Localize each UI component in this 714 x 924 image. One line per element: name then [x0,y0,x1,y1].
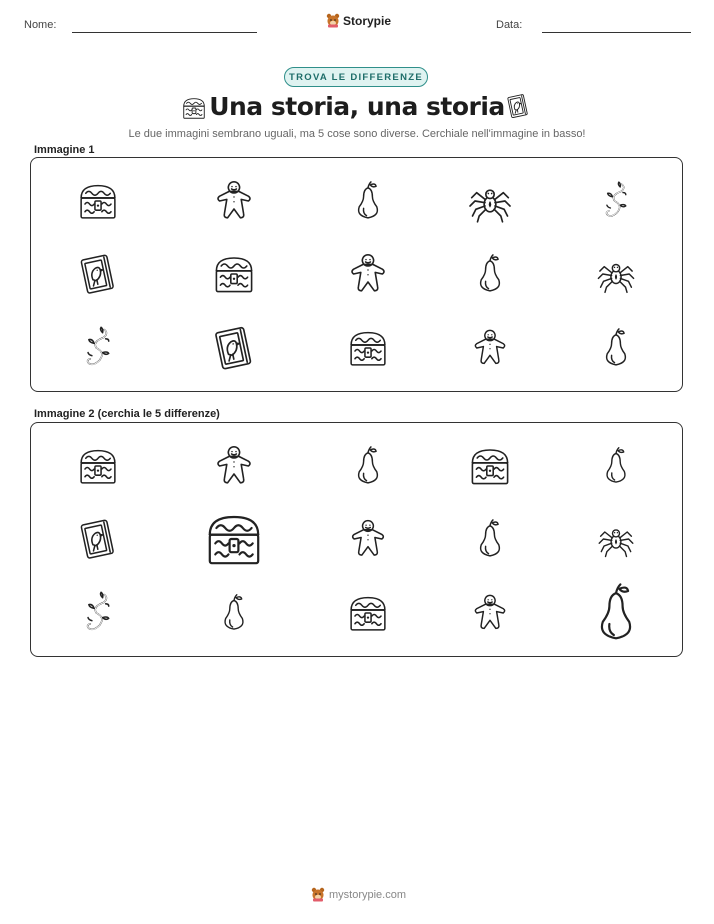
pear-icon [468,252,512,296]
image2-item[interactable] [346,444,390,488]
image1-item [210,177,258,225]
image2-item[interactable] [583,580,649,646]
title-text: Una storia, una storia [209,92,505,121]
image2-item[interactable] [468,517,512,561]
image1-item [346,179,390,223]
gingerbread-icon [210,177,258,225]
image1-panel [30,157,683,392]
image2-item[interactable] [75,443,121,489]
pear-icon [595,445,637,487]
image1-item [595,180,637,222]
image2-item[interactable] [201,506,267,572]
chest-icon [466,442,514,490]
image1-label: Immagine 1 [34,144,95,156]
image1-item [468,252,512,296]
bear-icon [311,887,325,902]
book-icon [504,92,532,125]
image2-item[interactable] [345,590,391,636]
gingerbread-icon [468,326,512,370]
image1-item [465,176,515,226]
image2-item[interactable] [466,442,514,490]
chest-icon [75,178,121,224]
pear-icon [468,517,512,561]
footer [311,887,406,902]
image2-item[interactable] [75,590,121,636]
name-line [72,32,257,33]
chest-icon [345,325,391,371]
page-title [0,92,714,121]
book-icon [75,516,121,562]
image2-item[interactable] [213,592,255,634]
name-label: Nome: [24,19,57,31]
gingerbread-icon [210,442,258,490]
vine-icon [75,325,121,371]
bear-icon [326,13,340,28]
date-line [542,32,691,33]
image1-item [75,178,121,224]
image2-item[interactable] [75,516,121,562]
footer-url: mystorypie.com [329,888,407,901]
chest-icon [210,250,258,298]
chest-icon [345,590,391,636]
image1-item [210,250,258,298]
gingerbread-icon [344,250,392,298]
image2-item[interactable] [595,445,637,487]
pear-icon [346,444,390,488]
image1-item [594,326,638,370]
image2-item[interactable] [595,518,637,560]
spider-icon [595,518,637,560]
brand-name: Storypie [343,13,392,28]
image1-item [345,325,391,371]
book-icon [75,251,121,297]
instructions: Le due immagini sembrano uguali, ma 5 cose sono diverse. Cerchiale nell'immagine in basso! [128,128,586,140]
date-label: Data: [496,19,523,31]
image1-item [75,251,121,297]
image1-item [594,252,638,296]
image1-item [209,323,259,373]
vine-icon [595,180,637,222]
brand-logo [326,13,391,28]
gingerbread-icon [468,591,512,635]
pear-icon [213,592,255,634]
image2-panel[interactable] [30,422,683,657]
pear-icon [583,580,649,646]
image2-item[interactable] [468,591,512,635]
spider-icon [594,252,638,296]
gingerbread-icon [345,516,391,562]
spider-icon [465,176,515,226]
image2-item[interactable] [210,442,258,490]
image1-item [344,250,392,298]
image2-label: Immagine 2 (cerchia le 5 differenze) [34,408,220,420]
vine-icon [75,590,121,636]
image1-item [75,325,121,371]
book-icon [209,323,259,373]
activity-badge: TROVA LE DIFFERENZE [284,67,428,87]
pear-icon [594,326,638,370]
pear-icon [346,179,390,223]
chest-icon [201,506,267,572]
image1-item [468,326,512,370]
chest-icon [75,443,121,489]
image2-item[interactable] [345,516,391,562]
book-icon [504,92,532,120]
